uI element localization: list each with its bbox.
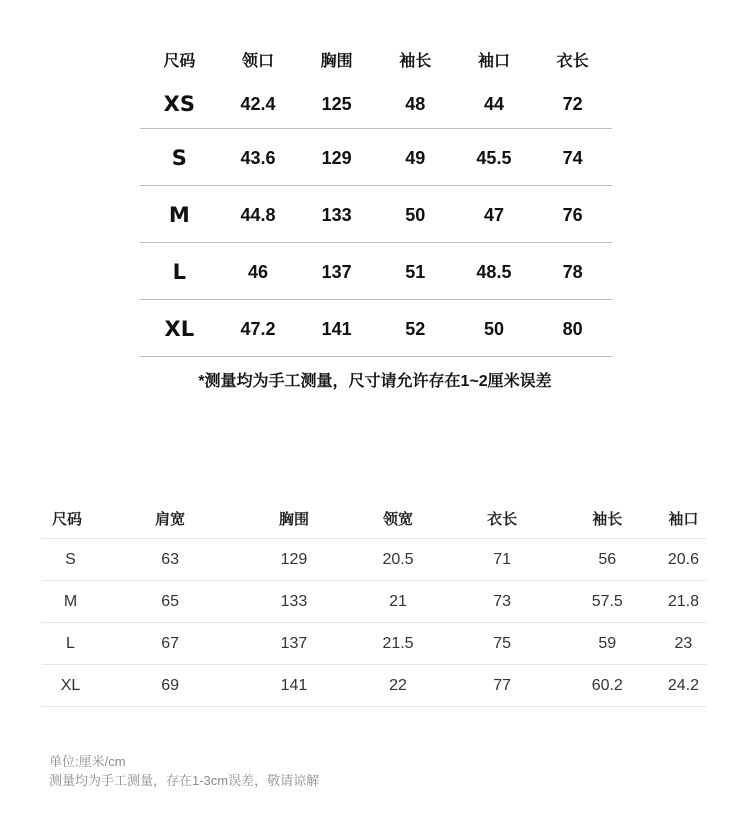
header-cell: 袖口 <box>477 52 510 70</box>
table-row <box>42 539 707 581</box>
table-cell: 57.5 <box>555 581 660 623</box>
table-cell: 44 <box>455 78 534 129</box>
header-cell: 尺码 <box>42 498 99 539</box>
table-cell: 74 <box>533 129 612 186</box>
header-cell: 胸围 <box>320 52 353 70</box>
table-cell: 20.6 <box>660 539 707 581</box>
size-cell: L <box>140 243 219 300</box>
table-cell: 21.5 <box>347 623 450 665</box>
table-row <box>140 78 612 129</box>
unit-label: 单位:厘米/cm <box>49 754 126 769</box>
table-cell: 59 <box>555 623 660 665</box>
table-cell: 76 <box>533 186 612 243</box>
table-cell: 52 <box>376 300 455 357</box>
table-row <box>140 300 612 357</box>
table-cell: 141 <box>297 300 376 357</box>
table-row <box>42 623 707 665</box>
table-cell: 129 <box>297 129 376 186</box>
table-cell: 133 <box>241 581 346 623</box>
table-cell: 48.5 <box>455 243 534 300</box>
table-cell: 48 <box>376 78 455 129</box>
size-chart-table-1 <box>140 40 612 357</box>
header-cell: 肩宽 <box>99 498 241 539</box>
table-cell: 50 <box>455 300 534 357</box>
header-cell: 衣长 <box>450 498 555 539</box>
header-cell: 袖长 <box>399 52 432 70</box>
table-cell: 46 <box>219 243 298 300</box>
measurement-note-2: 测量均为手工测量，存在1-3cm误差，敬请谅解 <box>49 773 320 788</box>
table-header-row <box>42 498 707 539</box>
table-cell: 72 <box>533 78 612 129</box>
size-chart-table-2 <box>42 498 707 707</box>
table-cell: 56 <box>555 539 660 581</box>
table-cell: 23 <box>660 623 707 665</box>
header-cell: 袖口 <box>660 498 707 539</box>
table-cell: 21 <box>347 581 450 623</box>
table-cell: 133 <box>297 186 376 243</box>
table-cell: 20.5 <box>347 539 450 581</box>
size-cell: L <box>42 623 99 665</box>
table-cell: 78 <box>533 243 612 300</box>
header-cell: 领宽 <box>347 498 450 539</box>
table-cell: 49 <box>376 129 455 186</box>
table-header-row <box>140 40 612 78</box>
table-cell: 22 <box>347 665 450 707</box>
table-cell: 51 <box>376 243 455 300</box>
table-cell: 44.8 <box>219 186 298 243</box>
table-cell: 137 <box>241 623 346 665</box>
table-cell: 69 <box>99 665 241 707</box>
size-cell: M <box>140 186 219 243</box>
table-cell: 125 <box>297 78 376 129</box>
table-cell: 45.5 <box>455 129 534 186</box>
table-row <box>42 581 707 623</box>
table-cell: 24.2 <box>660 665 707 707</box>
table-cell: 71 <box>450 539 555 581</box>
header-cell: 衣长 <box>556 52 589 70</box>
table-cell: 21.8 <box>660 581 707 623</box>
size-cell: S <box>42 539 99 581</box>
size-cell: XS <box>140 78 219 129</box>
table-cell: 80 <box>533 300 612 357</box>
table-cell: 129 <box>241 539 346 581</box>
header-cell: 胸围 <box>241 498 346 539</box>
header-cell: 尺码 <box>163 52 196 70</box>
size-cell: XL <box>140 300 219 357</box>
table-cell: 43.6 <box>219 129 298 186</box>
table-row <box>140 129 612 186</box>
table-row <box>140 243 612 300</box>
table-cell: 65 <box>99 581 241 623</box>
table-cell: 47.2 <box>219 300 298 357</box>
table-cell: 63 <box>99 539 241 581</box>
table-cell: 77 <box>450 665 555 707</box>
table-cell: 73 <box>450 581 555 623</box>
table-cell: 50 <box>376 186 455 243</box>
header-cell: 袖长 <box>555 498 660 539</box>
table-cell: 67 <box>99 623 241 665</box>
table-cell: 60.2 <box>555 665 660 707</box>
measurement-note: *测量均为手工测量，尺寸请允许存在1~2厘米误差 <box>198 373 552 390</box>
table-cell: 141 <box>241 665 346 707</box>
size-cell: M <box>42 581 99 623</box>
size-cell: XL <box>42 665 99 707</box>
header-cell: 领口 <box>241 52 274 70</box>
table-cell: 75 <box>450 623 555 665</box>
table-cell: 137 <box>297 243 376 300</box>
table-cell: 47 <box>455 186 534 243</box>
size-cell: S <box>140 129 219 186</box>
table-row <box>42 665 707 707</box>
table-cell: 42.4 <box>219 78 298 129</box>
table-row <box>140 186 612 243</box>
